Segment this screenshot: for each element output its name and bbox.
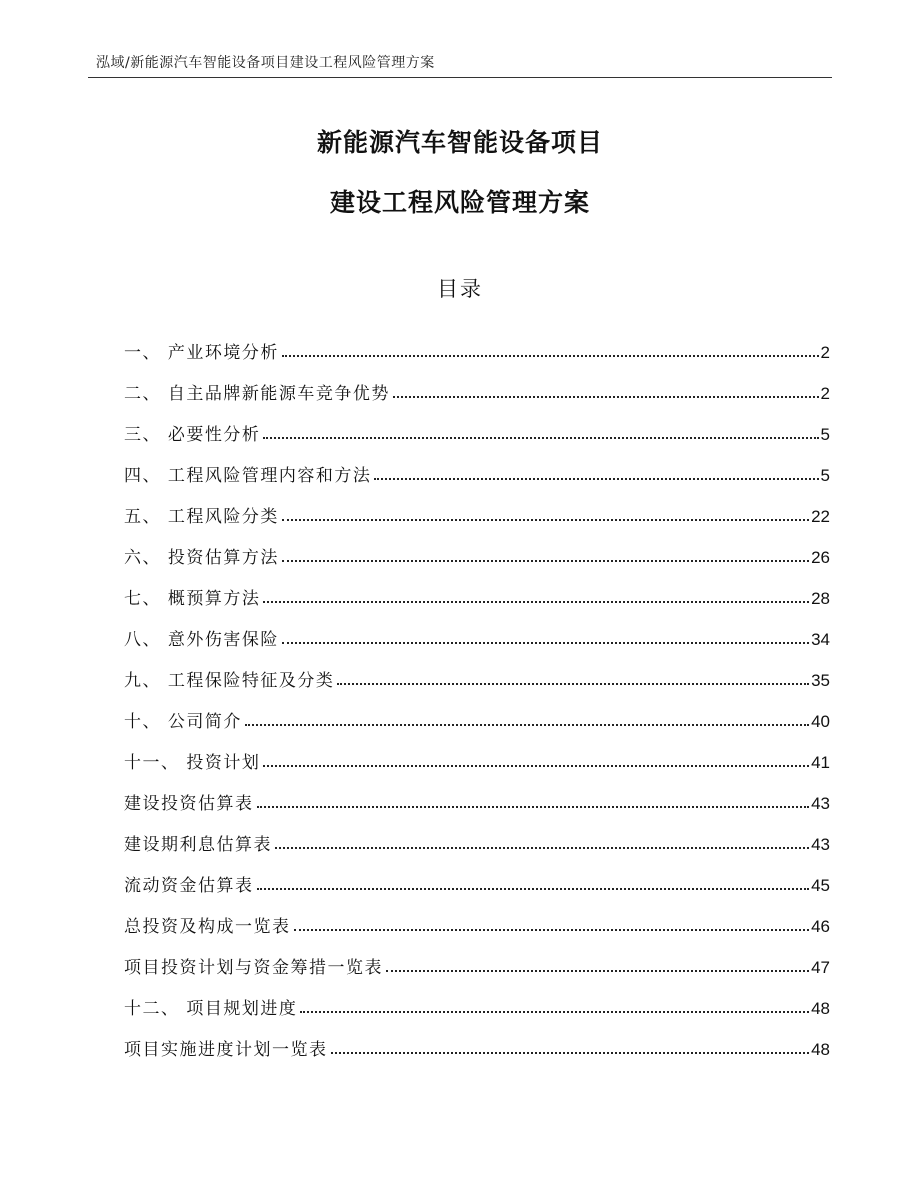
toc-entry-label: 流动资金估算表 (124, 876, 254, 896)
toc-leader-dots (263, 437, 818, 439)
table-of-contents (124, 322, 830, 1060)
toc-leader-dots (257, 888, 810, 890)
toc-entry-page: 2 (820, 384, 830, 403)
toc-entry-label: 四、 工程风险管理内容和方法 (124, 466, 372, 486)
toc-entry-page: 2 (820, 343, 830, 362)
toc-leader-dots (337, 683, 809, 685)
toc-entry-label: 五、 工程风险分类 (124, 507, 279, 527)
toc-entry-label: 三、 必要性分析 (124, 425, 261, 445)
toc-entry-label: 八、 意外伤害保险 (124, 630, 279, 650)
toc-leader-dots (257, 806, 810, 808)
toc-entry[interactable] (124, 937, 830, 978)
header-rule (88, 77, 832, 78)
toc-entry[interactable] (124, 691, 830, 732)
toc-leader-dots (282, 355, 819, 357)
toc-entry-page: 28 (811, 589, 830, 608)
toc-entry[interactable] (124, 322, 830, 363)
toc-leader-dots (331, 1052, 810, 1054)
toc-entry-label: 十一、 投资计划 (124, 753, 261, 773)
toc-entry-page: 48 (811, 999, 830, 1018)
toc-entry-label: 十、 公司简介 (124, 712, 242, 732)
toc-leader-dots (282, 560, 809, 562)
toc-entry[interactable] (124, 896, 830, 937)
toc-entry-label: 建设投资估算表 (124, 794, 254, 814)
toc-leader-dots (294, 929, 810, 931)
toc-leader-dots (393, 396, 819, 398)
toc-leader-dots (282, 642, 809, 644)
toc-entry[interactable] (124, 814, 830, 855)
toc-entry-page: 43 (811, 835, 830, 854)
toc-entry-label: 七、 概预算方法 (124, 589, 261, 609)
toc-entry-page: 35 (811, 671, 830, 690)
toc-entry-page: 22 (811, 507, 830, 526)
toc-entry-page: 5 (820, 425, 830, 444)
toc-leader-dots (300, 1011, 809, 1013)
toc-entry-label: 十二、 项目规划进度 (124, 999, 298, 1019)
toc-entry-label: 二、 自主品牌新能源车竞争优势 (124, 384, 390, 404)
toc-entry-page: 5 (820, 466, 830, 485)
toc-leader-dots (263, 601, 809, 603)
toc-entry[interactable] (124, 1019, 830, 1060)
toc-entry[interactable] (124, 732, 830, 773)
toc-entry-page: 26 (811, 548, 830, 567)
toc-entry[interactable] (124, 855, 830, 896)
document-title-line2: 建设工程风险管理方案 (329, 188, 590, 217)
toc-entry-page: 47 (811, 958, 830, 977)
toc-entry-page: 43 (811, 794, 830, 813)
toc-entry[interactable] (124, 445, 830, 486)
toc-entry-page: 34 (811, 630, 830, 649)
toc-entry[interactable] (124, 650, 830, 691)
toc-entry-label: 项目投资计划与资金筹措一览表 (124, 958, 383, 978)
toc-entry-label: 六、 投资估算方法 (124, 548, 279, 568)
toc-entry-page: 48 (811, 1040, 830, 1059)
document-title-line1: 新能源汽车智能设备项目 (316, 128, 603, 157)
toc-entry[interactable] (124, 609, 830, 650)
toc-entry-page: 46 (811, 917, 830, 936)
toc-entry-label: 九、 工程保险特征及分类 (124, 671, 335, 691)
page-header: 泓域/新能源汽车智能设备项目建设工程风险管理方案 (96, 55, 435, 71)
toc-entry-page: 40 (811, 712, 830, 731)
toc-leader-dots (386, 970, 809, 972)
toc-entry[interactable] (124, 486, 830, 527)
toc-leader-dots (263, 765, 809, 767)
toc-leader-dots (374, 478, 818, 480)
toc-leader-dots (245, 724, 809, 726)
toc-entry[interactable] (124, 773, 830, 814)
toc-entry-label: 一、 产业环境分析 (124, 343, 279, 363)
toc-entry-page: 45 (811, 876, 830, 895)
toc-entry[interactable] (124, 527, 830, 568)
toc-entry[interactable] (124, 568, 830, 609)
toc-entry-page: 41 (811, 753, 830, 772)
toc-heading: 目录 (437, 277, 483, 301)
toc-entry[interactable] (124, 404, 830, 445)
toc-entry[interactable] (124, 363, 830, 404)
toc-leader-dots (282, 519, 809, 521)
toc-leader-dots (275, 847, 809, 849)
toc-entry-label: 项目实施进度计划一览表 (124, 1040, 328, 1060)
toc-entry[interactable] (124, 978, 830, 1019)
toc-entry-label: 总投资及构成一览表 (124, 917, 291, 937)
toc-entry-label: 建设期利息估算表 (124, 835, 272, 855)
